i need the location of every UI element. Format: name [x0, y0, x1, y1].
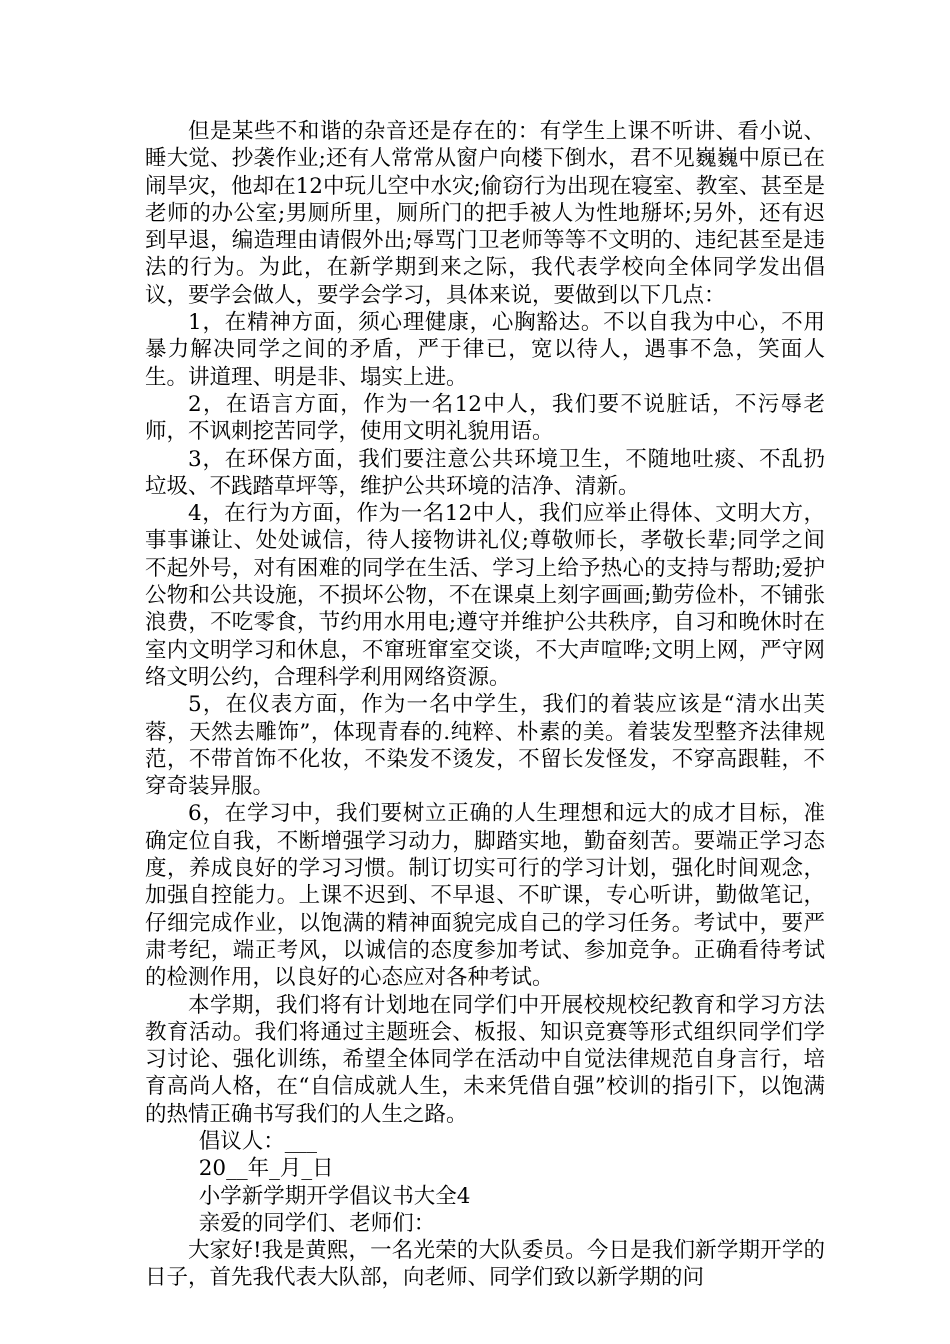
- paragraph-point-1: 1，在精神方面，须心理健康，心胸豁达。不以自我为中心，不用暴力解决同学之间的矛盾，严于律已，宽以待人，遇事不急，笑面人生。讲道理、明是非、塌实上进。: [145, 310, 825, 390]
- date-line: 20__年_月_日: [198, 1156, 334, 1182]
- paragraph-semester-plan: 本学期，我们将有计划地在同学们中开展校规校纪教育和学习方法教育活动。我们将通过主题班会、板报、知识竞赛等形式组织同学们学习讨论、强化训练，希望全体同学在活动中自觉法律规范自身言行，培育高尚人格，在“自信成就人生，未来凭借自强”校训的指引下，以饱满的热情正确书写我们的人生之路。: [145, 992, 825, 1127]
- paragraph-point-6: 6，在学习中，我们要树立正确的人生理想和远大的成才目标，准确定位自我，不断增强学习动力，脚踏实地，勤奋刻苦。要端正学习态度，养成良好的学习习惯。制订切实可行的学习计划，强化时间观念，加强自控能力。上课不迟到、不早退、不旷课，专心听讲，勤做笔记，仔细完成作业，以饱满的精神面貌完成自己的学习任务。考试中，要严肃考纪，端正考风，以诚信的态度参加考试、参加竞争。正确看待考试的检测作用，以良好的心态应对各种考试。: [145, 801, 825, 991]
- paragraph-point-5: 5，在仪表方面，作为一名中学生，我们的着装应该是“清水出芙蓉，天然去雕饰”，体现青春的.纯粹、朴素的美。着装发型整齐法律规范，不带首饰不化妆，不染发不烫发，不留长发怪发，不穿高跟鞋，不穿奇装异服。: [145, 692, 825, 800]
- document-page: [145, 118, 825, 1292]
- paragraph-introduction: 大家好!我是黄熙，一名光荣的大队委员。今日是我们新学期开学的日子，首先我代表大队部，向老师、同学们致以新学期的问: [145, 1238, 825, 1291]
- paragraph-discord: 但是某些不和谐的杂音还是存在的：有学生上课不听讲、看小说、睡大觉、抄袭作业;还有人常常从窗户向楼下倒水，君不见巍巍中原已在闹旱灾，他却在12中玩儿空中水灾;偷窃行为出现在寝室、教室、甚至是老师的办公室;男厕所里，厕所门的把手被人为性地掰坏;另外，还有迟到早退，编造理由请假外出;辱骂门卫老师等等不文明的、违纪甚至是违法的行为。为此，在新学期到来之际，我代表学校向全体同学发出倡议，要学会做人，要学会学习，具体来说，要做到以下几点：: [145, 119, 825, 308]
- paragraph-point-2: 2，在语言方面，作为一名12中人，我们要不说脏话，不污辱老师，不讽刺挖苦同学，使用文明礼貌用语。: [145, 391, 825, 445]
- proposer-line: 倡议人：___: [198, 1128, 318, 1154]
- paragraph-point-4: 4，在行为方面，作为一名12中人，我们应举止得体、文明大方，事事谦让、处处诚信，待人接物讲礼仪;尊敬师长，孝敬长辈;同学之间不起外号，对有困难的同学在生活、学习上给予热心的支持与帮助;爱护公物和公共设施，不损坏公物，不在课桌上刻字画画;勤劳俭朴，不铺张浪费，不吃零食，节约用水用电;遵守并维护公共秩序，自习和晚休时在室内文明学习和休息，不窜班窜室交谈，不大声喧哗;文明上网，严守网络文明公约，合理科学利用网络资源。: [145, 501, 825, 690]
- greeting-line: 亲爱的同学们、老师们：: [198, 1210, 436, 1236]
- paragraph-point-3: 3，在环保方面，我们要注意公共环境卫生，不随地吐痰、不乱扔垃圾、不践踏草坪等，维护公共环境的洁净、清新。: [145, 446, 825, 499]
- section-heading: 小学新学期开学倡议书大全4: [198, 1183, 471, 1209]
